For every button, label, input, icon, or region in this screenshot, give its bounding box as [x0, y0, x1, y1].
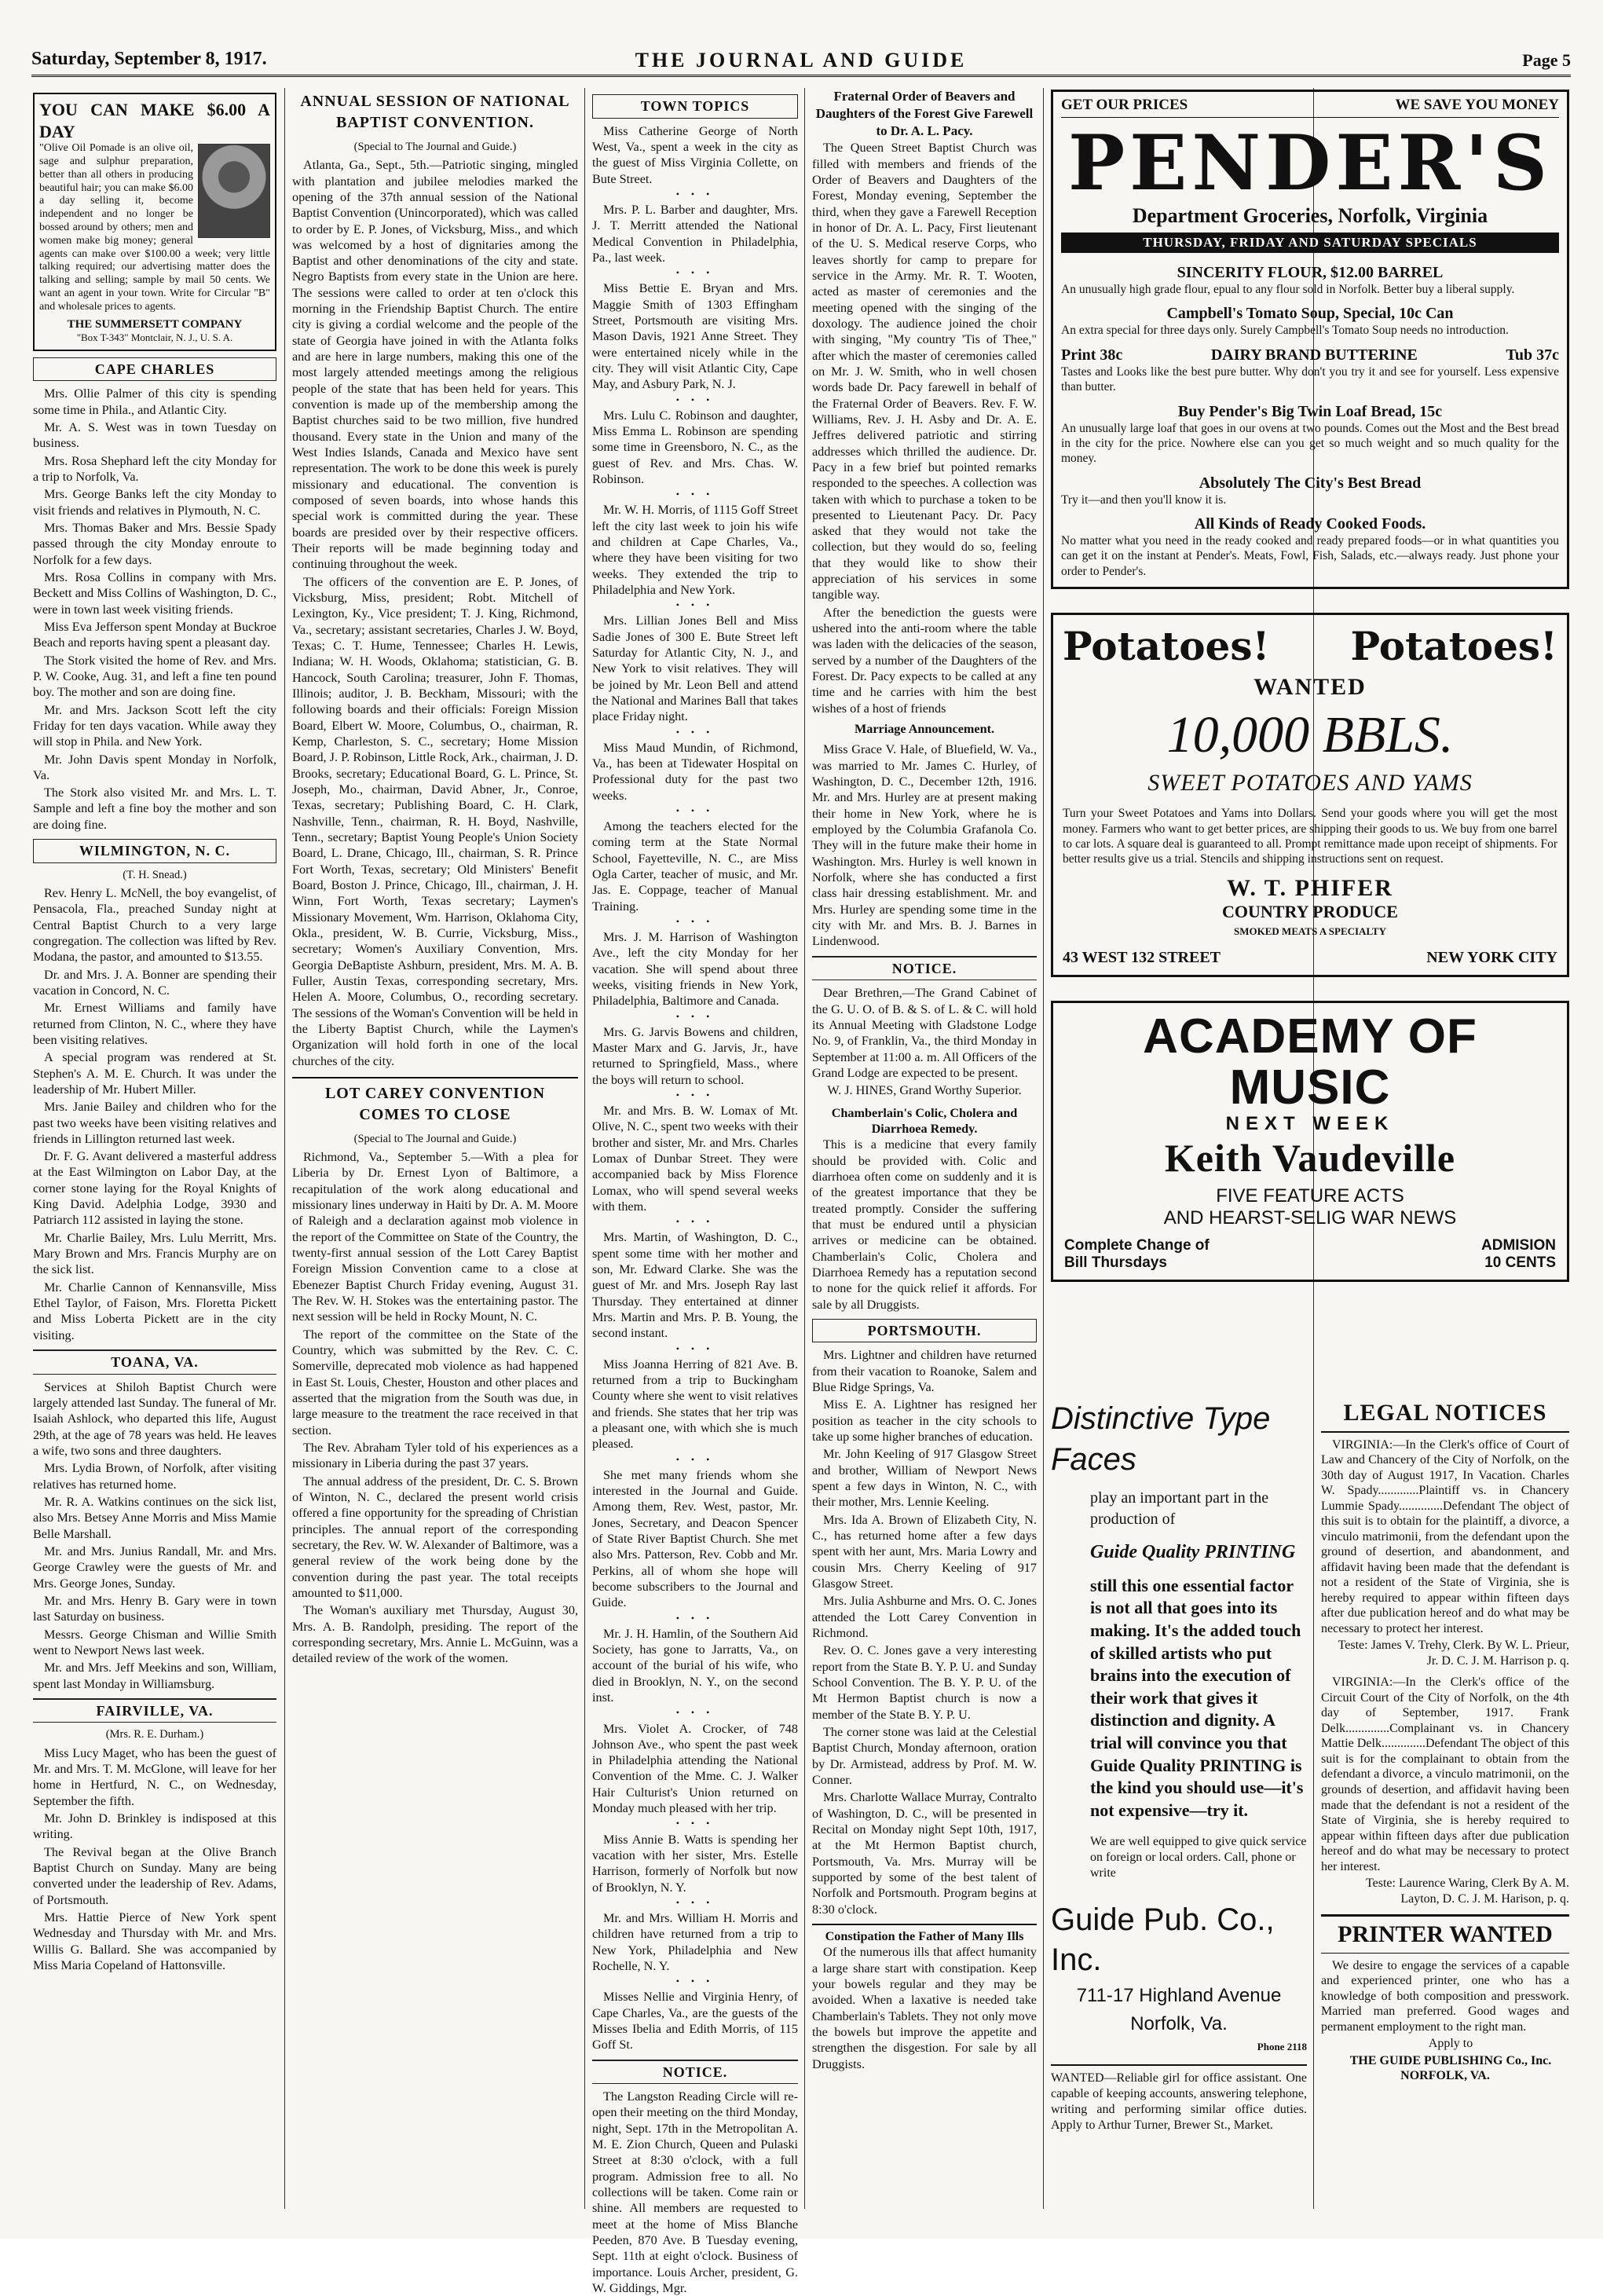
- news-item: Miss Annie B. Watts is spending her vacation with her sister, Mrs. Estelle Harrison, formerly of Norfolk but now of Brooklyn, N. Y.: [592, 1832, 798, 1895]
- news-item: Miss Bettie E. Bryan and Mrs. Maggie Smith of 1303 Effingham Street, Portsmouth are visiting Mrs. Mason Davis, 1921 Anne Street. They were entertained nicely while in the city. They will visit Atlantic City, Cape May, and Asbury Park, N. J.: [592, 281, 798, 392]
- printer-wanted-heading: PRINTER WANTED: [1321, 1914, 1569, 1954]
- item-separator: • • •: [675, 726, 715, 738]
- ads-area: [1051, 90, 1569, 1282]
- section-heading: FAIRVILLE, VA.: [33, 1698, 276, 1723]
- special-item: All Kinds of Ready Cooked Foods.: [1194, 515, 1426, 533]
- news-item: Miss Catherine George of North West, Va., spent a week in the city as the guest of Miss Virginia Collette, on Bute Street.: [592, 123, 798, 186]
- news-item: The Revival began at the Olive Branch Baptist Church on Sunday. Many are being converted under the leadership of Rev. Adams, of Portsmouth.: [33, 1844, 276, 1907]
- portrait-image: [198, 144, 270, 238]
- item-separator: • • •: [675, 1342, 715, 1354]
- news-item: Mr. Ernest Williams and family have returned from Clinton, N. C., where they have been visiting relatives.: [33, 1001, 276, 1047]
- item-separator: • • •: [675, 188, 715, 200]
- news-item: Mr. John D. Brinkley is indisposed at this writing.: [33, 1811, 276, 1842]
- news-item: Mrs. Ollie Palmer of this city is spending some time in Phila., and Atlantic City.: [33, 386, 276, 417]
- ad-body: still this one essential factor is not all that goes into its making. It's the added touch of skilled artists who put brains into the execution of their work that gives it distinction and dignity. A trial will convince you that Guide Quality PRINTING is the kind you should use—it's not expensive—try it.: [1090, 1575, 1304, 1820]
- news-item: Mrs. Thomas Baker and Mrs. Bessie Spady passed through the city Monday enroute to Norfolk for a few days.: [33, 520, 276, 567]
- academy-ad: [1051, 1001, 1569, 1282]
- news-item: The Queen Street Baptist Church was filled with members and friends of the Order of Beavers and Daughters of the Forest, Monday evening, September the third, when they gave a Farewell Reception in honor of Dr. A. L. Pacy, First lieutenant of the U. S. Medical reserve Corps, who leaves shortly for camp to prepare for service in the Army. Mr. R. T. Wooten, acted as master of ceremonies and the meeting opened with the singing of the doxology. The audience joined the choir with singing, "My country 'Tis of Thee," after which the master of ceremonies called on Mr. J. W. Smith, who in well chosen words bade Dr. Pacy farewell in behalf of the Fraternal Order of Beavers. Rev. F. W. Williams, Rev. J. H. Asby and Dr. A. E. Jeffres delivered patriotic and stirring addresses which thrilled the audience. Dr. Pacy in a few brief but pointed remarks responded to the speeches. A collection was taken with which to purchase a token to be presented to Lieutenant Pacy. Dr. Pacy asked that they would not take the collection, but they would do so, feeling that they would like to show their appreciation of his services in some tangible way.: [812, 141, 1037, 602]
- item-separator: • • •: [675, 1976, 715, 1987]
- news-item: Mrs. G. Jarvis Bowens and children, Master Marx and G. Jarvis, Jr., have returned to Springfield, Mass., where the boys will return to school.: [592, 1024, 798, 1087]
- special-item: DAIRY BRAND BUTTERINE: [1210, 346, 1418, 364]
- cape-charles-news: [33, 386, 276, 833]
- admission-price: 10 CENTS: [1484, 1254, 1556, 1271]
- column-rule: [284, 88, 285, 2209]
- venue-name: ACADEMY OF MUSIC: [1143, 1009, 1477, 1115]
- news-item: Mrs. Lulu C. Robinson and daughter, Miss Emma L. Robinson are spending some time in Greensboro, N. C., as the guest of Rev. and Mrs. Chas. W. Robinson.: [592, 408, 798, 486]
- item-separator: • • •: [675, 805, 715, 816]
- ad-heading-line2: Faces: [1051, 1442, 1136, 1477]
- company-address: 711-17 Highland Avenue: [1076, 1984, 1282, 2006]
- news-item: Mr. John Davis spent Monday in Norfolk, Va.: [33, 752, 276, 782]
- column-4: [812, 88, 1037, 2209]
- news-item: Mr. and Mrs. William H. Morris and children have returned from a trip to New York, Philadelphia and New Rochelle, N. Y.: [592, 1910, 798, 1973]
- masthead: [31, 46, 1571, 77]
- bill-change-line2: Bill Thursdays: [1064, 1254, 1167, 1271]
- news-item: The Rev. Abraham Tyler told of his experiences as a missionary in Liberia during the past 37 years.: [292, 1440, 578, 1471]
- news-item: Dr. F. G. Avant delivered a masterful address at the East Wilmington on Labor Day, at the corner stone laying for the Royal Knights of King David. Adelphia Lodge, 3930 and Patriarch 112 assisted in laying the stone.: [33, 1149, 276, 1228]
- news-item: Mr. W. H. Morris, of 1115 Goff Street left the city last week to join his wife and children at Cape Charles, Va., where they have been visiting for two weeks. They extended the trip to Philadelphia and New York.: [592, 503, 798, 597]
- column-2: [292, 88, 578, 2209]
- news-item: She met many friends whom she interested in the Journal and Guide. Among them, Rev. West, pastor, Mr. Jones, Secretary, and Deacon Spencer of State River Baptist Church. She met also Mrs. Patterson, Rev. Cobb and Mr. Perkins, all of whom she hope will become subscribers to the Journal and Guide.: [592, 1467, 798, 1610]
- section-heading: NOTICE.: [592, 2060, 798, 2085]
- news-item: Mrs. Rosa Collins in company with Mrs. Beckett and Miss Collins of Washington, D. C., were in town last week visiting friends.: [33, 569, 276, 617]
- news-item: Rev. O. C. Jones gave a very interesting report from the State B. Y. P. U. and Sunday School Convention. The B. Y. P. U. of the Mt Hermon Baptist church is now a member of the State B. Y. P. U.: [812, 1643, 1037, 1722]
- ad-intro: play an important part in the production of: [1090, 1489, 1269, 1528]
- column-rule: [804, 88, 805, 2209]
- merchant-business: COUNTRY PRODUCE: [1222, 901, 1398, 921]
- news-item: Mr. and Mrs. Junius Randall, Mr. and Mrs. George Crawley were the guests of Mr. and Mrs. George Jones, Sunday.: [33, 1543, 276, 1591]
- bill-change-line1: Complete Change of: [1064, 1236, 1210, 1254]
- merchant-specialty: SMOKED MEATS A SPECIALTY: [1234, 925, 1386, 937]
- news-item: Services at Shiloh Baptist Church were largely attended last Sunday. The funeral of Mr. Isaiah Ashlock, who departed this life, August 29th, at the age of 78 years was held. He leaves a wife, two sons and three daughters.: [33, 1379, 276, 1458]
- article-headline: Fraternal Order of Beavers and Daughters of the Forest Give Farewell to Dr. A. L. Pacy.: [815, 89, 1034, 139]
- news-item: Mr. John Keeling of 917 Glasgow Street and brother, William of Newport News spent a few days in Winton, N. C., with their mother, Mrs. Lennie Keeling.: [812, 1447, 1037, 1510]
- printer-apply: Apply to: [1428, 2037, 1473, 2051]
- company-city: Norfolk, Va.: [1130, 2012, 1228, 2034]
- news-item: Mrs. Hattie Pierce of New York spent Wednesday and Thursday with Mr. and Mrs. Willis G. Ballard. She was accompanied by Miss Maria Copeland of Hattonsville.: [33, 1910, 276, 1972]
- correspondent: (Mrs. R. E. Durham.): [105, 1728, 204, 1741]
- baptist-convention-article: [292, 157, 578, 1069]
- news-item: Miss Eva Jefferson spent Monday at Buckroe Beach and reports having spent a pleasant day.: [33, 619, 276, 650]
- section-heading: WILMINGTON, N. C.: [33, 839, 276, 863]
- quantity-label: 10,000 BBLS.: [1166, 706, 1454, 764]
- news-item: Mr. Charlie Bailey, Mrs. Lulu Merritt, Mrs. Mary Brown and Mrs. Francis Murphy are on the sick list.: [33, 1230, 276, 1277]
- item-separator: • • •: [675, 267, 715, 279]
- feature-acts: FIVE FEATURE ACTS: [1216, 1185, 1404, 1207]
- ad-service-note: We are well equipped to give quick service on foreign or local orders. Call, phone or write: [1090, 1835, 1307, 1880]
- article-headline: ANNUAL SESSION OF NATIONAL BAPTIST CONVENTION.: [300, 93, 570, 131]
- item-desc: An extra special for three days only. Surely Campbell's Tomato Soup needs no introduction.: [1061, 324, 1509, 338]
- news-item: Mrs. Lillian Jones Bell and Miss Sadie Jones of 300 E. Bute Street left Saturday for Atlantic City, N. J., and New York to visit relatives. They will be joined by Mr. Leon Bell and attend the National and Marines Ball that takes place Friday night.: [592, 613, 798, 724]
- news-item: Miss Joanna Herring of 821 Ave. B. returned from a trip to Buckingham County where she went to visit relatives and friends. She states that her trip was a pleasant one, with which she is much pleased.: [592, 1357, 798, 1452]
- marriage-text: Miss Grace V. Hale, of Bluefield, W. Va., was married to Mr. James C. Hurley, of Washington, D. C., December 12th, 1916. Mr. and Mrs. Hurley are at present making their home in New York, where he is employed by the Columbia Grafanola Co. They will in the future make their home in Washington. Mrs. Hurley is well known in Norfolk, where she has conducted a first class hair dressing establishment. Mr. and Mrs. Hurley are spending some time in the city with Mr. and Mrs. B. J. Barnes in Lindenwood.: [812, 742, 1037, 949]
- special-item: Buy Pender's Big Twin Loaf Bread, 15c: [1177, 402, 1443, 420]
- news-item: The annual address of the president, Dr. C. S. Brown of Winton, N. C., declared the present world crisis offered a fine opportunity for the spreading of Christian principles. The annual report of the corresponding secretary, the Rev. W. W. Alexander of Baltimore, was a general review of the work being done by the convention during the past year. The total receipts amounted to $11,000.: [292, 1474, 578, 1600]
- toana-news: [33, 1379, 276, 1692]
- news-item: Mr. and Mrs. Jeff Meekins and son, William, spent last Monday in Williamsburg.: [33, 1661, 276, 1691]
- newspaper-title: THE JOURNAL AND GUIDE: [635, 49, 968, 71]
- store-department: Department Groceries, Norfolk, Virginia: [1132, 204, 1488, 227]
- news-item: Misses Nellie and Virginia Henry, of Cape Charles, Va., are the guests of the Misses Ibelia and Edith Morris, of 115 Goff St.: [592, 1990, 798, 2052]
- war-news: AND HEARST-SELIG WAR NEWS: [1163, 1207, 1457, 1229]
- store-name: PENDER'S: [1067, 119, 1553, 207]
- news-item: Mrs. Janie Bailey and children who for the past two weeks have been visiting relatives and friends in Lillington returned last week.: [33, 1100, 276, 1146]
- section-heading: TOWN TOPICS: [592, 94, 798, 119]
- printer-wanted-text: We desire to engage the services of a capable and experienced printer, one who has a knowledge of both composition and presswork. Married man preferred. Good wages and permanent employment to the right man.: [1321, 1958, 1569, 2034]
- legal-teste-1: Teste: James V. Trehy, Clerk. By W. L. Prieur, Jr. D. C. J. M. Harrison p. q.: [1338, 1639, 1569, 1668]
- company-phone: Phone 2118: [1257, 2040, 1307, 2052]
- potato-desc: Turn your Sweet Potatoes and Yams into Dollars. Send your goods where you will get the most money. Farmers who want to get better prices, are shipping their goods to us. We buy from one barrel to car lots. A square deal is guaranteed to all. Prompt remittance made upon receipt of shipments. For better results give us a trial. Stencils and shipping instructions sent on request.: [1063, 807, 1557, 866]
- news-item: Mrs. George Banks left the city Monday to visit friends and relatives in Plymouth, N. C.: [33, 487, 276, 518]
- item-desc: An unusually high grade flour, epual to any flour sold in Norfolk. Better buy a liberal supply.: [1061, 283, 1515, 296]
- admission-label: ADMISION: [1481, 1236, 1556, 1254]
- news-item: Mrs. J. M. Harrison of Washington Ave., left the city Monday for her vacation. She will spend about three weeks, visiting friends in New York, Philadelphia, Baltimore and Canada.: [592, 930, 798, 1009]
- item-desc: No matter what you need in the ready cooked and ready prepared foods—or in what quantities you can get it on the instant at Pender's. Meats, Fowl, Fish, Salads, etc.—always ready. Just phone your order to Pender's.: [1061, 534, 1559, 578]
- item-separator: • • •: [675, 1612, 715, 1624]
- remedy-text: This is a medicine that every family should be provided with. Colic and diarrhoea often come on suddenly and it is of the greatest importance that they be treated promptly. Consider the suffering that must be endured until a physician arrives or medicine can be obtained. Chamberlain's Colic, Cholera and Diarrhoea Remedy has a reputation second to none for the quick relief it affords. For sale by all Druggists.: [812, 1137, 1037, 1312]
- news-item: Messrs. George Chisman and Willie Smith went to Newport News last week.: [33, 1627, 276, 1657]
- notice-signature: W. J. HINES, Grand Worthy Superior.: [827, 1083, 1022, 1098]
- item-desc: An unusually large loaf that goes in our ovens at two pounds. Comes out the Most and the Best bread in the city for the price. Nowhere else can you get so much weight and so much quality for the money.: [1061, 421, 1559, 466]
- item-separator: • • •: [675, 1453, 715, 1465]
- specials-banner: THURSDAY, FRIDAY AND SATURDAY SPECIALS: [1061, 233, 1559, 253]
- ad-heading-line1: Distinctive Type: [1051, 1401, 1271, 1436]
- guide-quality-label: Guide Quality PRINTING: [1090, 1542, 1296, 1562]
- price-right: Tub 37c: [1506, 346, 1559, 364]
- news-item: Mr. and Mrs. B. W. Lomax of Mt. Olive, N. C., spent two weeks with their brother and sister, Mr. and Mrs. Charles Lomax of Dunbar Street. They were accompanied back by Miss Florence Lomax, who will spend several weeks with them.: [592, 1104, 798, 1214]
- wanted-ad: WANTED—Reliable girl for office assistant. One capable of keeping accounts, answering telephone, writing and performing similar office duties. Apply to Arthur Turner, Brewer St., Market.: [1051, 2064, 1307, 2133]
- legal-notices: [1321, 1398, 1569, 2207]
- beavers-article: [812, 140, 1037, 716]
- summersett-ad: [33, 93, 276, 351]
- section-heading: Constipation the Father of Many Ills: [812, 1924, 1037, 1944]
- wanted-label: WANTED: [1253, 674, 1367, 701]
- news-item: Mr. R. A. Watkins continues on the sick list, also Mrs. Betsey Anne Morris and Miss Mamie Belle Marshall.: [33, 1494, 276, 1541]
- item-separator: • • •: [675, 1010, 715, 1022]
- column-rule: [1043, 88, 1044, 2209]
- item-separator: • • •: [675, 1089, 715, 1101]
- news-item: The Woman's auxiliary met Thursday, August 30, Mrs. A. B. Randolph, presiding. The report of the corresponding secretary, Mrs. Annie L. McGuinn, was a detailed review of the work of the women.: [292, 1603, 578, 1666]
- news-item: Richmond, Va., September 5.—With a plea for Liberia by Dr. Ernest Lyon of Baltimore, a recapitulation of the work along educational and missionary lines underway in Haiti by Dr. A. M. Moore of Raleigh and a declaration against mob violence in the report of the Committee on State of the Country, the twenty-first annual session of the Lott Carey Baptist Foreign Mission Convention came to a close at Ebenezer Baptist Church Friday evening, August 31. The Rev. W. H. Stokes was the entertaining pastor. The next session will be held in Rocky Mount, N. C.: [292, 1150, 578, 1324]
- news-item: Dr. and Mrs. J. A. Bonner are spending their vacation in Concord, N. C.: [33, 967, 276, 998]
- item-separator: • • •: [675, 394, 715, 405]
- news-item: Among the teachers elected for the coming term at the State Normal School, Fayetteville, N. C., are Miss Ogla Carter, teacher of music, and Mr. Jas. E. Coppage, teacher of Manual Training.: [592, 819, 798, 914]
- news-item: The report of the committee on the State of the Country, which was submitted by the Rev. C. C. Somerville, deprecated mob violence as had happened in East St. Louis, Chester, Houston and other places and asserted that the migration from the South was due, in large measure to the treatment the race received in that section.: [292, 1327, 578, 1437]
- news-item: Mrs. Julia Ashburne and Mrs. O. C. Jones attended the Lott Carey Convention in Richmond.: [812, 1594, 1037, 1640]
- dateline-note: (Special to The Journal and Guide.): [353, 141, 517, 153]
- item-separator: • • •: [675, 599, 715, 611]
- correspondent: (T. H. Snead.): [123, 868, 187, 881]
- news-item: Mrs. Violet A. Crocker, of 748 Johnson Ave., who spent the past week in Philadelphia attending the National Convention of the Mme. C. J. Walker Hair Culturist's Union returned on Monday much pleased with her trip.: [592, 1721, 798, 1816]
- guide-printing-ad: [1051, 1398, 1307, 2207]
- special-item: Campbell's Tomato Soup, Special, 10c Can: [1166, 305, 1454, 323]
- portsmouth-news: [812, 1347, 1037, 1917]
- town-topics: [592, 123, 798, 2053]
- item-separator: • • •: [675, 489, 715, 500]
- news-item: The Stork also visited Mr. and Mrs. L. T. Sample and left a fine boy the mother and son are doing fine.: [33, 785, 276, 832]
- news-item: Mrs. P. L. Barber and daughter, Mrs. J. T. Merritt attended the National Medical Convention in Philadelphia, Pa., last week.: [592, 202, 798, 265]
- news-item: The Stork visited the home of Rev. and Mrs. P. W. Cooke, Aug. 31, and left a fine ten pound boy. The mother and son are doing fine.: [33, 653, 276, 700]
- news-item: Mr. and Mrs. Henry B. Gary were in town last Saturday on business.: [33, 1593, 276, 1624]
- company-name: Guide Pub. Co., Inc.: [1051, 1902, 1275, 1977]
- product-label: SWEET POTATOES AND YAMS: [1147, 770, 1473, 796]
- news-item: Miss E. A. Lightner has resigned her position as teacher in the city schools to take up some higher branches of education.: [812, 1397, 1037, 1445]
- news-item: Mr. and Mrs. Jackson Scott left the city Friday for ten days vacation. While away they will stop in Phila. and New York.: [33, 702, 276, 749]
- article-headline: LOT CAREY CONVENTION COMES TO CLOSE: [292, 1077, 578, 1126]
- ad-tagline-right: WE SAVE YOU MONEY: [1395, 97, 1559, 113]
- item-separator: • • •: [675, 916, 715, 928]
- show-title: Keith Vaudeville: [1164, 1135, 1456, 1180]
- news-item: Miss Lucy Maget, who has been the guest of Mr. and Mrs. T. M. McGlone, will leave for her home in Hertfurd, N. C., on Wednesday, September the fifth.: [33, 1745, 276, 1808]
- news-item: A special program was rendered at St. Stephen's A. M. E. Church. It was under the leadership of Mr. Hubert Miller.: [33, 1050, 276, 1097]
- section-heading: NOTICE.: [812, 956, 1037, 981]
- section-heading: PORTSMOUTH.: [812, 1319, 1037, 1343]
- wilmington-news: [33, 885, 276, 1343]
- news-item: Atlanta, Ga., Sept., 5th.—Patriotic singing, mingled with plantation and jubilee melodies marked the opening of the 37th annual session of the National Baptist Convention (Unincorporated), which was called to order by E. P. Jones, of Vicksburg, Miss., and which was welcomed by a host of dignitaries among the Baptist and other denominations of the city and state. Negro Baptists from every state in the Union are here. The sessions were called to order at ten o'clock this morning in the Friendship Baptist Church. The entire city is giving a cordial welcome and the people of the state of Georgia have joined in with the Atlanta folks and are here in large numbers, making this one of the most largely attended meetings among the religious people of the state that has been held for years. This convention is made up of the membership among the Baptist churches said to be two million, five hundred thousand. Every state in the Union and many of the West Indies Islands, Canada and Mexico have sent representation. The work to be done this week is purely missionary and educational. The convention is composed of seven boards, into whose hands this special work is committed during the year. These boards are presided over by their respective officers. Their reports will be made beginning today and continuing throughout the week.: [292, 158, 578, 572]
- ad-title: YOU CAN MAKE $6.00 A DAY: [39, 100, 270, 141]
- column-3: [592, 88, 798, 2296]
- news-item: Mrs. Lydia Brown, of Norfolk, after visiting relatives has returned home.: [33, 1461, 276, 1492]
- next-week-label: NEXT WEEK: [1225, 1112, 1395, 1134]
- item-separator: • • •: [675, 1216, 715, 1228]
- special-item: SINCERITY FLOUR, $12.00 BARREL: [1177, 264, 1444, 281]
- merchant-city: NEW YORK CITY: [1426, 948, 1557, 966]
- notice-text: Dear Brethren,—The Grand Cabinet of the G. U. O. of B. & S. of L. & C. will hold its Annual Meeting with Gladstone Lodge No. 9, of Franklin, Va., the third Monday in September at 11:00 a. m. All Officers of the Grand Lodge are expected to be present.: [812, 986, 1037, 1080]
- column-1: [33, 88, 276, 2209]
- item-separator: • • •: [675, 1707, 715, 1719]
- ad-address: "Box T-343" Montclair, N. J., U. S. A.: [76, 331, 233, 344]
- news-item: The officers of the convention are E. P. Jones, of Vicksburg, Miss, president; Robt. Mitchell of Lexington, Ky., Vice president; T. J. King, Richmond, Va., secretary; assistant secretaries, Charles J. W. Boyd, Texas; C. T. Hume, Tennessee; Charles H. Lewis, Indiana; W. H. Woods, Oklahoma; statistician, G. B. Hancock, South Carolina; treasurer, John F. Thomas, Illinois; auditor, J. B. Beckham, Missouri; with the following boards and their officials: Foreign Mission Board, Elbert W. Moore, Columbus, O., chairman, R. Kemp, Charleston, S. C., secretary; Home Mission Board, J. P. Robinson, Little Rock, Ark., chairman, J. D. Brooks, secretary; Educational Board, G. L. Prince, St. Joseph, Mo., chairman, David Abner, Jr., Conroe, Texas, secretary; Publishing Board, C. H. Clark, Nashville, Tenn., chairman, R. H. Boyd, Nashville, Tenn., secretary; Baptist Young People's Union Society Board, L. Drane, Chicago, Ill., chairman, S. R. Prince Fort Worth, Texas, secretary; Old Ministers' Benefit Board, Boston J. Prince, Chicago, Ill., chairman, J. H. Winn, Fort Worth, Texas secretary; Laymen's Missionary Movement, Wm. Harrison, Oklahoma City, Okla., president, W. B. Currie, Vicksburg, Miss., secretary; Women's Auxiliary Convention, Mrs. Georgia DeBaptiste Ashburn, president, Mrs. M. A. B. Fuller, Austin Texas, corresponding secretary, Mrs. Helen A. Moore, Columbus, O., recording secretary. The sessions of the Woman's Convention will be held in the Liberty Baptist Church, while the Laymen's Organization will hold forth in one of the local churches of the city.: [292, 574, 578, 1068]
- section-heading: Chamberlain's Colic, Cholera and Diarrhoea Remedy.: [831, 1105, 1018, 1136]
- dateline-note: (Special to The Journal and Guide.): [353, 1132, 517, 1145]
- news-item: The corner stone was laid at the Celestial Baptist Church, Monday afternoon, oration by Dr. Armistead, address by Prof. M. W. Conner.: [812, 1724, 1037, 1787]
- legal-notice-1: VIRGINIA:—In the Clerk's office of Court of Law and Chancery of the City of Norfolk, on the 30th day of August 1917, In Vacation. Charles W. Spady.............Plaintiff vs. in Chancery Lummie Spady..............Defendant The object of this suit is to obtain for the plaintiff, a divorce, a vinculo matrimonii, from the defendant upon the ground of desertion, and abandonment, and affidavit having been made that the defendant is not a resident of the State of Virginia, she is hereby required to appear within fifteen days after due publication hereof and do what may be necessary to protect her interest.: [1321, 1437, 1569, 1635]
- potato-heading-left: Potatoes!: [1063, 623, 1270, 670]
- merchant-address: 43 WEST 132 STREET: [1063, 948, 1221, 966]
- item-separator: • • •: [675, 1896, 715, 1908]
- ad-body: "Olive Oil Pomade is an olive oil, sage and sulphur preparation, better than all others in producing beautiful hair; you can make $6.00 a day selling it, become independent and no longer be bossed around by others; men and women make big money; general agents can make over $100.00 a week; very little talking required; our advertising matter does the talking and selling; sample by mail 50 cents. We want an agent in your town. Write for Circular "B" and wholesale prices to agents.: [39, 142, 270, 313]
- section-heading: Marriage Announcement.: [854, 722, 995, 737]
- news-item: Mrs. Rosa Shephard left the city Monday for a trip to Norfolk, Va.: [33, 453, 276, 484]
- item-separator: • • •: [675, 1818, 715, 1829]
- printer-company: THE GUIDE PUBLISHING Co., Inc. NORFOLK, VA.: [1349, 2053, 1552, 2083]
- constipation-text: Of the numerous ills that affect humanity a large share start with constipation. Keep your bowels regular and they may be avoided. When a laxative is needed take Chamberlain's Tablets. They not only move the bowels but improve the appetite and strengthen the disgestion. For sale by all Druggists.: [812, 1945, 1037, 2071]
- news-item: After the benediction the guests were ushered into the anti-room where the table was laden with the delicacies of the season, served by a number of the Daughters of the Forest. Dr. Pacy expects to be called at any time and he carries with him the best wishes of a host of friends: [812, 605, 1037, 716]
- notice-text: The Langston Reading Circle will re-open their meeting on the third Monday, night, Sept. 17th in the Metropolitan A. M. E. Zion Church, Queen and Pulaski Street at 8:30 o'clock, with a full program. Admission free to all. No collections will be taken. Come rain or shine. All members are requested to meet at the home of Miss Blanche Peeden, 870 Ave. B Tuesday evening, Sept. 11th at eight o'clock. Business of importance. Louis Archer, president, G. W. Giddings, Mgr.: [592, 2089, 798, 2296]
- fairville-news: [33, 1745, 276, 1974]
- issue-date: Saturday, September 8, 1917.: [31, 49, 267, 69]
- news-item: Mrs. Martin, of Washington, D. C., spent some time with her mother and son, Mr. Edward Clarke. She was the guest of Mr. and Mrs. Joseph Ray last Thursday. They entertained at dinner Mrs. Martin and Mrs. P. B. Young, the second instant.: [592, 1230, 798, 1341]
- news-item: Mr. Charlie Cannon of Kennansville, Miss Ethel Taylor, of Faison, Mrs. Floretta Pickett and Miss Loberta Pickett are in the city visiting.: [33, 1280, 276, 1342]
- legal-teste-2: Teste: Laurence Waring, Clerk By A. M. Layton, D. C. J. M. Harison, p. q.: [1365, 1877, 1569, 1906]
- news-item: Mr. A. S. West was in town Tuesday on business.: [33, 419, 276, 451]
- section-heading: CAPE CHARLES: [33, 357, 276, 382]
- item-desc: Tastes and Looks like the best pure butter. Why don't you try it and see for yourself. Less expensive than butter.: [1061, 364, 1559, 394]
- item-desc: Try it—and then you'll know it is.: [1061, 493, 1227, 507]
- special-item: Absolutely The City's Best Bread: [1199, 474, 1422, 492]
- news-item: Mrs. Charlotte Wallace Murray, Contralto of Washington, D. C., will be presented in Recital on Monday night Sept 10th, 1917, at the Mt Hermon Baptist church, Portsmouth, Va. Mrs. Murray will be supported by some of the best talent of Norfolk and Portsmouth. Program begins at 8:30 o'clock.: [812, 1790, 1037, 1917]
- news-item: Miss Maud Mundin, of Richmond, Va., has been at Tidewater Hospital on Professional duty for the past two weeks.: [592, 740, 798, 803]
- ad-tagline-left: GET OUR PRICES: [1061, 97, 1188, 113]
- lot-carey-article: [292, 1149, 578, 1667]
- legal-heading: LEGAL NOTICES: [1321, 1398, 1569, 1433]
- page-number: Page 5: [1522, 50, 1571, 70]
- price-left: Print 38c: [1061, 346, 1123, 364]
- section-heading: TOANA, VA.: [33, 1349, 276, 1375]
- potato-heading-right: Potatoes!: [1350, 623, 1557, 670]
- potatoes-ad: [1051, 613, 1569, 977]
- column-rule: [584, 88, 585, 2209]
- news-item: Mrs. Lightner and children have returned from their vacation to Roanoke, Salem and Blue Ridge Springs, Va.: [812, 1348, 1037, 1395]
- ad-company: THE SUMMERSETT COMPANY: [67, 317, 243, 331]
- news-item: Mrs. Ida A. Brown of Elizabeth City, N. C., has returned home after a few days spent with her aunt, Mrs. Maria Lowry and cousin Mrs. Cherry Keeling of 917 Glasgow Street.: [812, 1512, 1037, 1591]
- penders-ad: [1051, 90, 1569, 589]
- merchant-name: W. T. PHIFER: [1227, 874, 1393, 901]
- legal-notice-2: VIRGINIA:—In the Clerk's office of the Circuit Court of the City of Norfolk, on the 4th day of September, 1917. Frank Delk..............Complainant vs. in Chancery Mattie Delk..............Defendant The object of this suit is for the complainant to obtain from the defendant a divorce, a vinculo matrimonii, on the grounds of desertion, and affidavit having been made that the defendant is not a resident of the State of Virginia, she is hereby required to appear within fifteen days after due publication hereof and do what may be necessary to protect her interest.: [1321, 1675, 1569, 1873]
- news-item: Mr. J. H. Hamlin, of the Southern Aid Society, has gone to Jarratts, Va., on account of the burial of his wife, who died in Brooklyn, N. Y., on the second inst.: [592, 1626, 798, 1705]
- news-item: Rev. Henry L. McNell, the boy evangelist, of Pensacola, Fla., preached Sunday night at Central Baptist Church to a very large congregation. The collection was lifted by Rev. Modana, the pastor, and amounted to $13.55.: [33, 885, 276, 965]
